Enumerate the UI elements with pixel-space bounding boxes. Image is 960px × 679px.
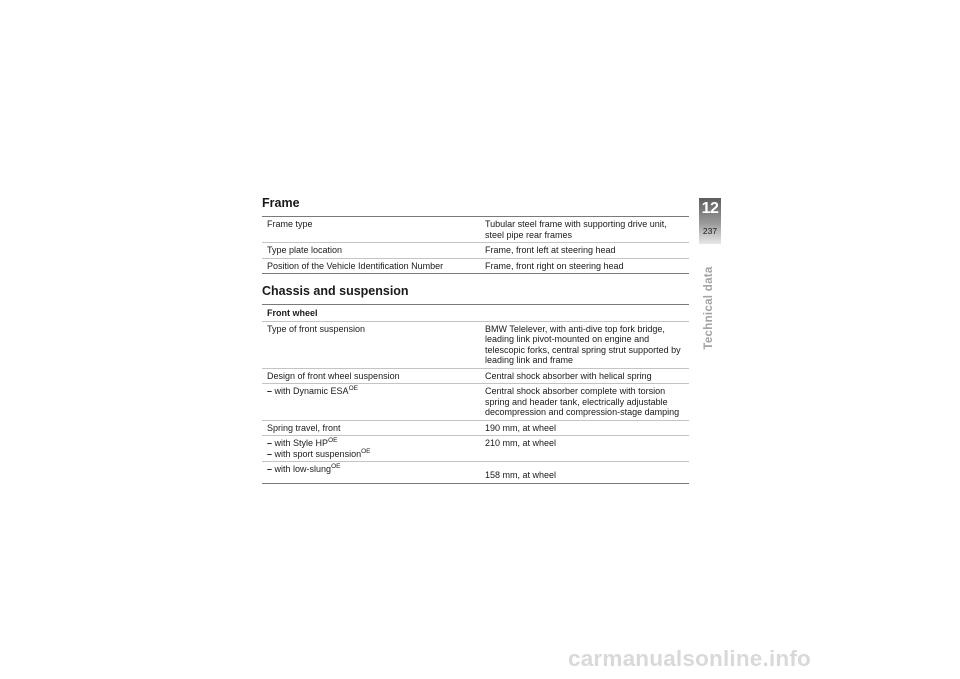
row-label: Frame type xyxy=(262,217,480,243)
oe-superscript: OE xyxy=(328,437,338,444)
row-label: Position of the Vehicle Identification Number xyxy=(262,258,480,274)
row-value: Central shock absorber complete with torsion spring and header tank, electrically adjustable decompression and compression-stage damping xyxy=(480,384,689,421)
page-content xyxy=(262,196,689,484)
page-number: 237 xyxy=(702,226,718,236)
table-row xyxy=(262,384,689,421)
row-value: 210 mm, at wheel xyxy=(480,436,689,462)
table-row xyxy=(262,258,689,274)
chapter-tab xyxy=(699,198,721,244)
table-row xyxy=(262,321,689,368)
row-value: BMW Telelever, with anti-dive top fork bridge, leading link pivot-mounted on engine and telescopic forks, central spring strut supported by leading link and frame xyxy=(480,321,689,368)
table-row xyxy=(262,436,689,462)
dash-bullet: – xyxy=(267,448,273,459)
chassis-table xyxy=(262,304,689,484)
table-row xyxy=(262,217,689,243)
row-value: Central shock absorber with helical spring xyxy=(480,368,689,384)
row-value: Frame, front left at steering head xyxy=(480,243,689,259)
row-label: – with Dynamic $ESA^{OE}$ xyxy=(262,384,480,421)
table-subheader xyxy=(262,305,689,322)
row-value: Frame, front right on steering head xyxy=(480,258,689,274)
row-value: Tubular steel frame with supporting drive unit, steel pipe rear frames xyxy=(480,217,689,243)
dash-bullet: – xyxy=(267,386,273,396)
table-row xyxy=(262,243,689,259)
table-row xyxy=(262,462,689,484)
table-row xyxy=(262,420,689,436)
oe-superscript: OE xyxy=(348,385,358,392)
chassis-section-title: Chassis and suspension xyxy=(262,284,409,298)
row-label: Type plate location xyxy=(262,243,480,259)
oe-superscript: OE xyxy=(361,447,371,455)
chapter-title-vertical: Technical data xyxy=(703,266,715,350)
oe-superscript: OE xyxy=(331,463,341,470)
row-label: – with Style $HP^{OE}$ – with sport suspension$^{OE}$ xyxy=(262,436,480,462)
watermark-text: carmanualsonline.info xyxy=(568,646,811,671)
dash-bullet: – xyxy=(267,438,273,448)
front-wheel-subtitle: Front wheel xyxy=(262,305,689,322)
chapter-number: 12 xyxy=(701,200,719,217)
table-row xyxy=(262,368,689,384)
row-value: 190 mm, at wheel xyxy=(480,420,689,436)
frame-table xyxy=(262,216,689,274)
row-value: 158 mm, at wheel xyxy=(480,462,689,484)
row-label: Design of front wheel suspension xyxy=(262,368,480,384)
row-label: – with low-slung$^{OE}$ xyxy=(262,462,480,484)
row-label: Spring travel, front xyxy=(262,420,480,436)
frame-section-title: Frame xyxy=(262,196,300,210)
dash-bullet: – xyxy=(267,464,273,474)
row-label: Type of front suspension xyxy=(262,321,480,368)
